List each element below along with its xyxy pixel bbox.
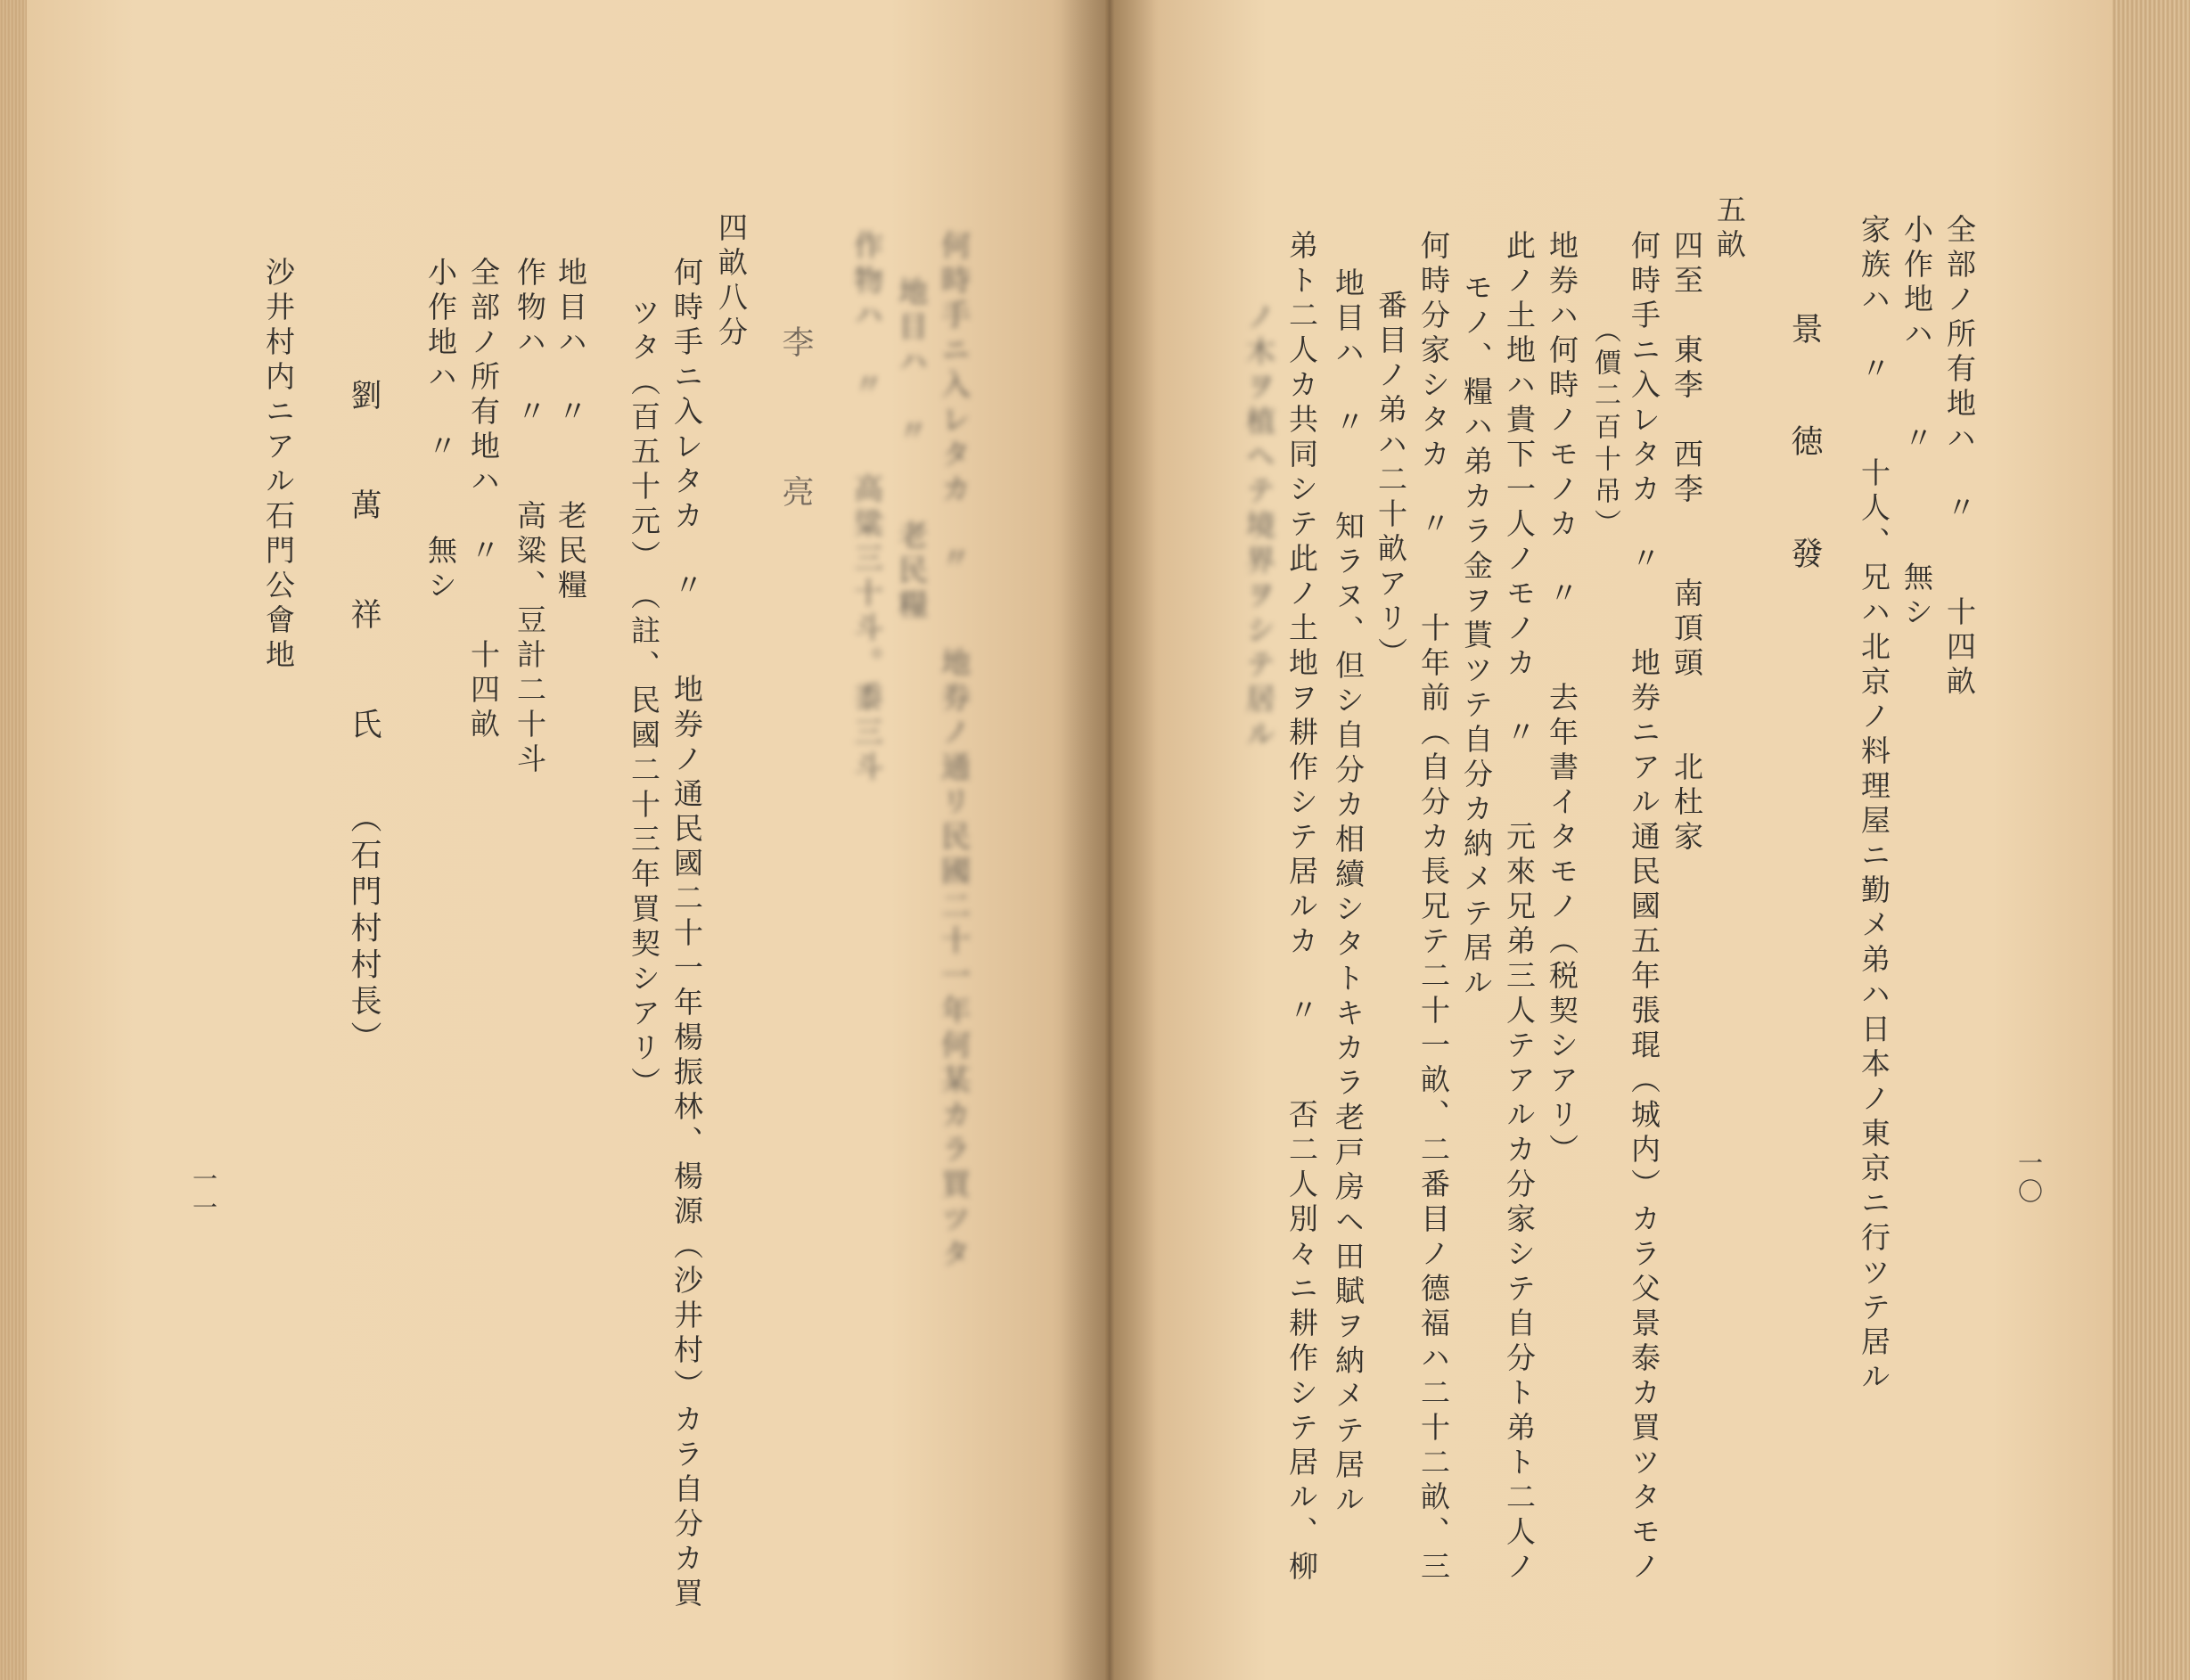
person-name: 景 徳 發 xyxy=(1786,312,1823,574)
text-column: ツタ（百五十元） （註、民國二十三年買契シアリ） xyxy=(627,297,661,1102)
text-column: 小作地ハ 〃 無シ xyxy=(1899,214,1934,631)
text-column: モノ、糧ハ弟カラ金ヲ貰ツテ自分カ納メテ居ル xyxy=(1459,272,1494,1002)
page-edge-left xyxy=(0,0,27,1680)
text-column: 此ノ土地ハ貴下一人ノモノカ 〃 元來兄弟三人テアルカ分家シテ自分ト弟ト二人ノ xyxy=(1502,230,1537,1586)
text-column: 弟ト二人カ共同シテ此ノ土地ヲ耕作シテ居ルカ 〃 否二人別々ニ耕作シテ居ル、柳 xyxy=(1284,230,1319,1586)
text-column: 何時分家シタカ 〃 十年前（自分カ長兄テ二十一畝、二番目ノ德福ハ二十二畝、三 xyxy=(1416,230,1451,1586)
text-column: 全部ノ所有地ハ 〃 十四畝 xyxy=(466,257,501,743)
text-column: 作物ハ 〃 高粱三十斗。黍三斗 xyxy=(849,230,884,786)
left-page xyxy=(27,0,1105,1680)
person-name: 李 亮 xyxy=(777,325,814,512)
text-column: ノ木ヲ植ヘテ境界ヲシテ居ル xyxy=(1242,301,1276,753)
text-column: 番目ノ弟ハ二十畝アリ） xyxy=(1374,290,1408,672)
text-column: 四畝八分 xyxy=(714,212,749,351)
text-column: 何時手ニ入レタカ 〃 地券ニアル通民國五年張琨（城内）カラ父景泰カ買ツタモノ xyxy=(1627,230,1661,1586)
book-gutter xyxy=(1061,0,1159,1680)
right-page xyxy=(1105,0,2112,1680)
text-column: 何時手ニ入レタカ 〃 地券ノ通リ民國二十一年何某カラ買ツタ xyxy=(937,230,972,1273)
text-column: 地目ハ 〃 老民糧 xyxy=(894,276,929,624)
text-column: 沙井村内ニアル石門公會地 xyxy=(261,257,296,674)
page-number-right: 一〇 xyxy=(2014,1150,2044,1207)
page-number-left: 一一 xyxy=(189,1166,218,1223)
text-column: 家族ハ 〃 十人、兄ハ北京ノ料理屋ニ勤メ弟ハ日本ノ東京ニ行ツテ居ル xyxy=(1857,214,1891,1396)
text-column: 地目ハ 〃 知ラヌ、但シ自分カ相續シタトキカラ老戸房ヘ田賦ヲ納メテ居ル xyxy=(1331,267,1366,1519)
text-column: 小作地ハ 〃 無シ xyxy=(423,257,458,604)
text-column: （價二百十吊） xyxy=(1589,316,1620,541)
text-column: 地目ハ 〃 老民糧 xyxy=(554,257,588,604)
text-column: 作物ハ 〃 高粱、豆計二十斗 xyxy=(513,257,547,778)
text-column: 四至 東李 西李 南頂頭 北杜家 xyxy=(1669,230,1704,856)
text-column: 全部ノ所有地ハ 〃 十四畝 xyxy=(1942,214,1977,701)
text-column: 五畝 xyxy=(1712,194,1747,264)
text-column: 地券ハ何時ノモノカ 〃 去年書イタモノ（税契シアリ） xyxy=(1545,230,1579,1168)
text-column: 何時手ニ入レタカ 〃 地券ノ通民國二十一年楊振林、楊源（沙井村）カラ自分カ買 xyxy=(669,257,704,1612)
person-name: 劉 萬 祥 氏 （石門村村長） xyxy=(346,379,381,1058)
page-edge-right xyxy=(2112,0,2190,1680)
